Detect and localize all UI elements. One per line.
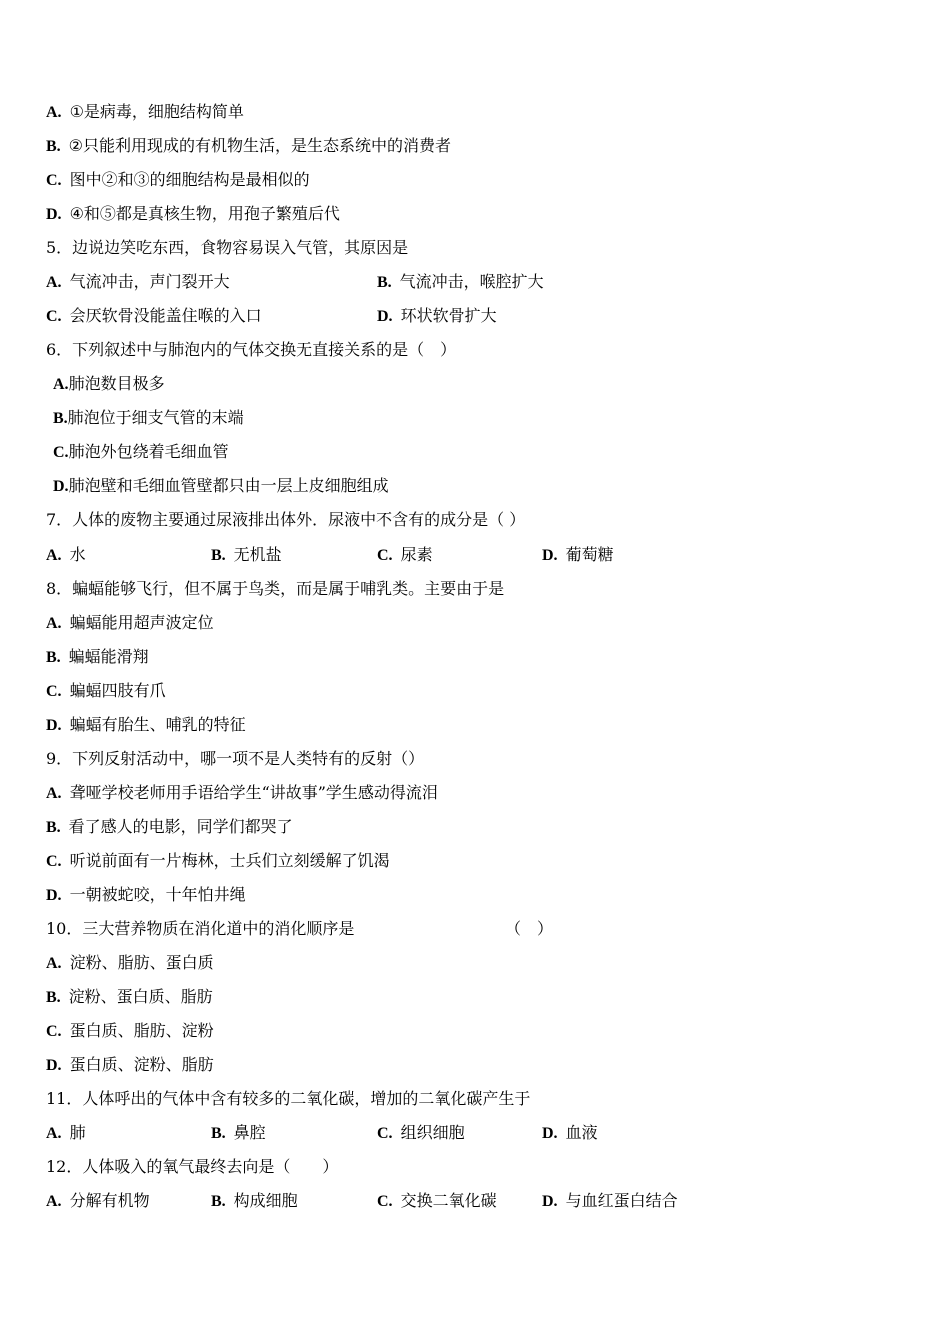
- q5-stem: 5．边说边笑吃东西，食物容易误入气管，其原因是: [46, 238, 409, 257]
- q6-option-a: A.肺泡数目极多: [53, 374, 165, 393]
- q6-option-c: C.肺泡外包绕着毛细血管: [53, 442, 229, 461]
- q8-option-a: A. 蝙蝠能用超声波定位: [46, 613, 214, 632]
- q8-option-d: D. 蝙蝠有胎生、哺乳的特征: [46, 715, 246, 734]
- q12-stem: 12．人体吸入的氧气最终去向是（ ）: [46, 1157, 339, 1176]
- q9-option-a: A. 聋哑学校老师用手语给学生“讲故事”学生感动得流泪: [46, 783, 438, 802]
- q9-option-c: C. 听说前面有一片梅林，士兵们立刻缓解了饥渴: [46, 851, 390, 870]
- q6-option-b: B.肺泡位于细支气管的末端: [53, 408, 244, 427]
- q9-option-d: D. 一朝被蛇咬，十年怕井绳: [46, 885, 246, 904]
- q7-stem: 7．人体的废物主要通过尿液排出体外．尿液中不含有的成分是（ ）: [46, 510, 526, 529]
- q12-option-b: B. 构成细胞: [211, 1191, 298, 1210]
- q6-option-d: D.肺泡壁和毛细血管壁都只由一层上皮细胞组成: [53, 476, 389, 495]
- q4-option-b: B. ②只能利用现成的有机物生活，是生态系统中的消费者: [46, 136, 452, 155]
- q4-option-a: A. ①是病毒，细胞结构简单: [46, 102, 244, 121]
- q9-stem: 9．下列反射活动中，哪一项不是人类特有的反射（）: [46, 749, 425, 768]
- q7-option-c: C. 尿素: [377, 545, 433, 564]
- q10-option-d: D. 蛋白质、淀粉、脂肪: [46, 1055, 214, 1074]
- q11-option-a: A. 肺: [46, 1123, 86, 1142]
- q7-option-a: A. 水: [46, 545, 86, 564]
- q4-option-c: C. 图中②和③的细胞结构是最相似的: [46, 170, 310, 189]
- q10-answer-paren: （ ）: [505, 919, 554, 938]
- q11-option-c: C. 组织细胞: [377, 1123, 465, 1142]
- q7-option-b: B. 无机盐: [211, 545, 282, 564]
- q10-stem: 10．三大营养物质在消化道中的消化顺序是: [46, 919, 355, 938]
- q12-option-c: C. 交换二氧化碳: [377, 1191, 497, 1210]
- q11-option-b: B. 鼻腔: [211, 1123, 266, 1142]
- q9-option-b: B. 看了感人的电影，同学们都哭了: [46, 817, 293, 836]
- q5-option-c: C. 会厌软骨没能盖住喉的入口: [46, 306, 262, 325]
- q8-option-b: B. 蝙蝠能滑翔: [46, 647, 149, 666]
- q10-option-a: A. 淀粉、脂肪、蛋白质: [46, 953, 214, 972]
- q10-option-b: B. 淀粉、蛋白质、脂肪: [46, 987, 213, 1006]
- q7-option-d: D. 葡萄糖: [542, 545, 614, 564]
- q8-stem: 8．蝙蝠能够飞行，但不属于鸟类，而是属于哺乳类。主要由于是: [46, 579, 505, 598]
- q5-option-d: D. 环状软骨扩大: [377, 306, 497, 325]
- q5-option-a: A. 气流冲击，声门裂开大: [46, 272, 230, 291]
- q8-option-c: C. 蝙蝠四肢有爪: [46, 681, 166, 700]
- q12-option-d: D. 与血红蛋白结合: [542, 1191, 678, 1210]
- q11-stem: 11．人体呼出的气体中含有较多的二氧化碳，增加的二氧化碳产生于: [46, 1089, 531, 1108]
- q6-stem: 6．下列叙述中与肺泡内的气体交换无直接关系的是（ ）: [46, 340, 457, 359]
- q5-option-b: B. 气流冲击，喉腔扩大: [377, 272, 544, 291]
- q12-option-a: A. 分解有机物: [46, 1191, 150, 1210]
- q10-option-c: C. 蛋白质、脂肪、淀粉: [46, 1021, 214, 1040]
- q11-option-d: D. 血液: [542, 1123, 598, 1142]
- q4-option-d: D. ④和⑤都是真核生物，用孢子繁殖后代: [46, 204, 340, 223]
